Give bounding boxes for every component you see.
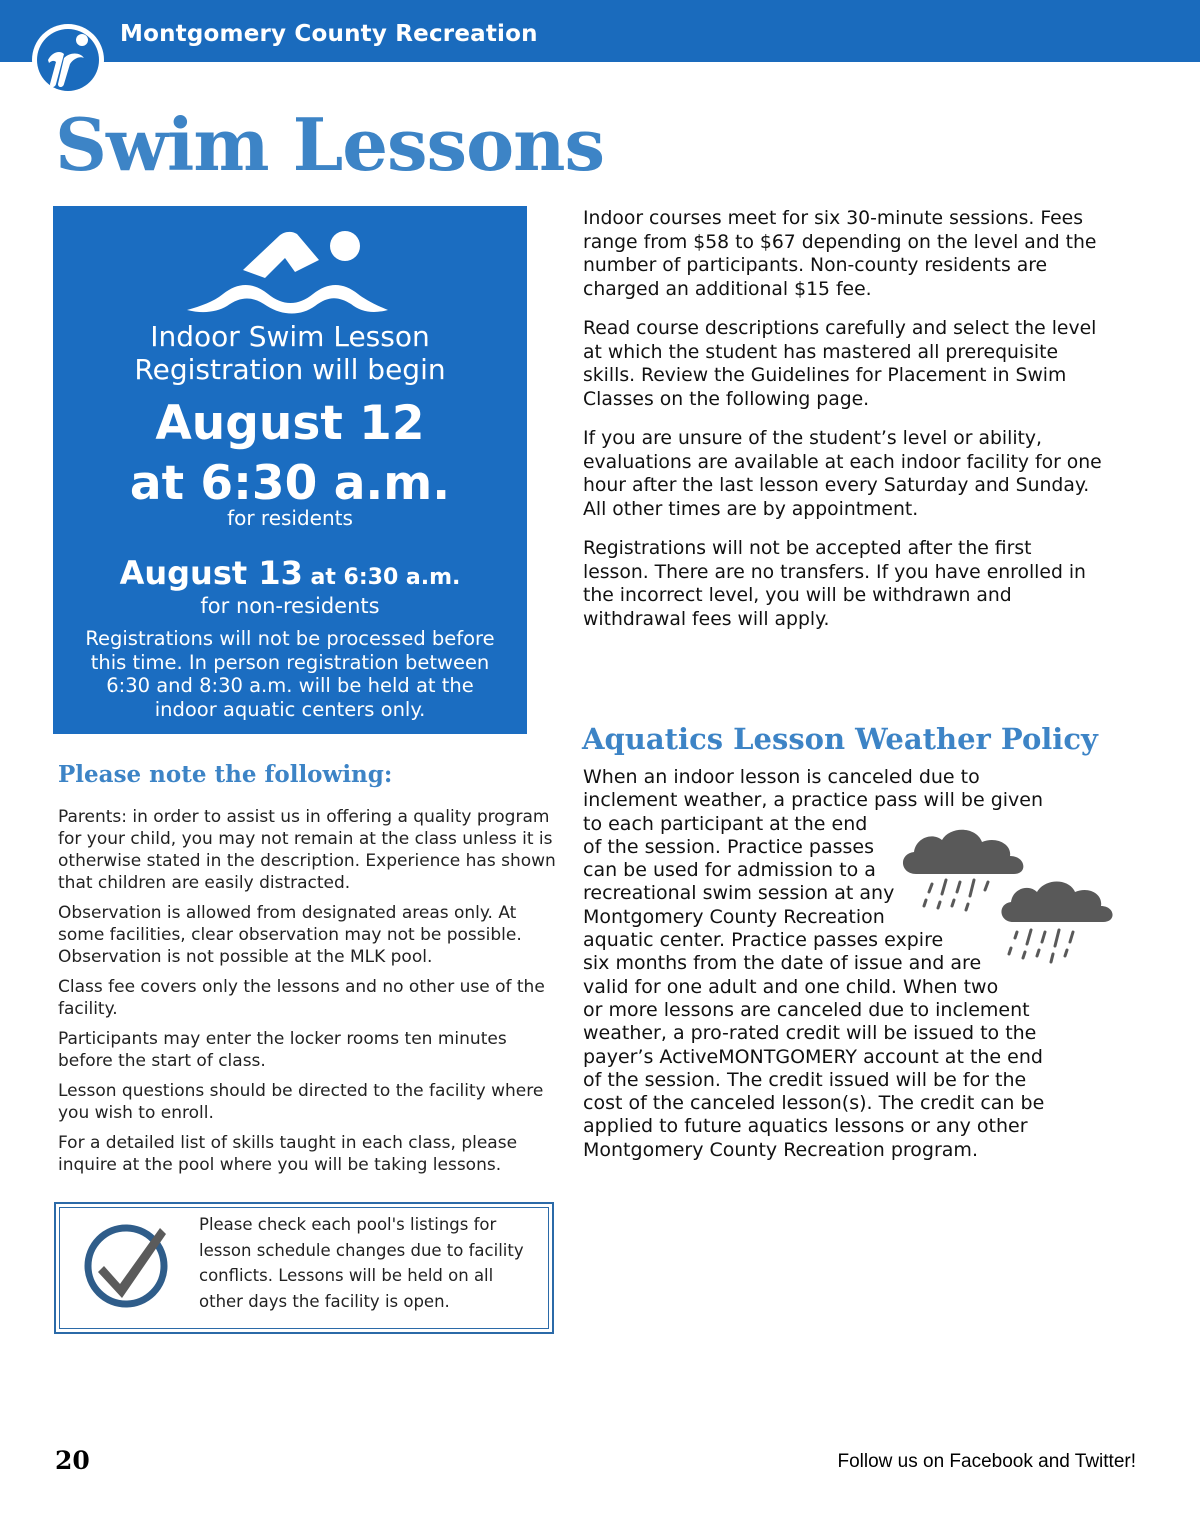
residents-date-line-1: August 12	[155, 396, 425, 451]
notes-heading: Please note the following:	[58, 761, 393, 788]
nonresidents-date	[53, 554, 527, 592]
note-item: Observation is allowed from designated areas only. At some facilities, clear observation may not be possible. Observation is not possible at the MLK pool.	[58, 903, 522, 967]
weather-line: can be used for admission to a	[583, 859, 876, 882]
weather-line: or more lessons are canceled due to inclement	[583, 998, 1030, 1021]
swimmer-icon	[183, 224, 393, 316]
rain-cloud-icon	[995, 876, 1117, 970]
weather-line: weather, a pro-rated credit will be issued to the	[583, 1022, 1037, 1045]
intro-line-2: Registration will begin	[134, 353, 446, 386]
note-item: Lesson questions should be directed to the facility where you wish to enroll.	[58, 1081, 544, 1123]
note-item: For a detailed list of skills taught in each class, please inquire at the pool where you will be taking lessons.	[58, 1133, 518, 1175]
weather-line: Montgomery County Recreation	[583, 905, 885, 928]
residents-date	[53, 394, 527, 514]
page-number: 20	[55, 1446, 90, 1475]
registration-note: Registrations will not be processed before this time. In person registration between 6:30 and 8:30 a.m. will be held at the indoor aquatic centers only.	[85, 627, 495, 721]
notes-list	[58, 806, 558, 1184]
intro-line-1: Indoor Swim Lesson	[150, 320, 430, 353]
nonresidents-label: for non-residents	[200, 594, 380, 618]
registration-promo-box	[53, 206, 527, 734]
header-bar	[0, 0, 1200, 62]
weather-line: to each participant at the end	[583, 812, 868, 835]
info-paragraph: Read course descriptions carefully and select the level at which the student has mastered all prerequisite skills. Review the Guidelines for Placement in Swim Classes on the following page.	[583, 318, 1097, 410]
weather-line: valid for one adult and one child. When two	[583, 975, 999, 998]
weather-line: Montgomery County Recreation program.	[583, 1138, 978, 1161]
info-paragraph: Registrations will not be accepted after the first lesson. There are no transfers. If you have enrolled in the incorrect level, you will be withdrawn and withdrawal fees will apply.	[583, 538, 1086, 630]
weather-line: payer’s ActiveMONTGOMERY account at the end	[583, 1045, 1043, 1068]
weather-line: of the session. Practice passes	[583, 835, 875, 858]
checkmark-icon	[82, 1218, 174, 1310]
note-item: Participants may enter the locker rooms ten minutes before the start of class.	[58, 1029, 507, 1071]
social-footer: Follow us on Facebook and Twitter!	[837, 1451, 1136, 1472]
weather-line: inclement weather, a practice pass will be given	[583, 789, 1044, 812]
registration-intro	[53, 320, 527, 386]
weather-line: six months from the date of issue and are	[583, 952, 982, 975]
note-item: Class fee covers only the lessons and no other use of the facility.	[58, 977, 545, 1019]
note-item: Parents: in order to assist us in offering a quality program for your child, you may not remain at the class unless it is otherwise stated in the description. Experience has shown that children are easily distracted.	[58, 807, 556, 893]
info-column	[583, 207, 1103, 647]
weather-line: When an indoor lesson is canceled due to	[583, 766, 980, 788]
org-name: Montgomery County Recreation	[120, 21, 538, 47]
nonresidents-time: at 6:30 a.m.	[302, 565, 461, 590]
nonresidents-date-text: August 13	[119, 554, 303, 592]
page-title: Swim Lessons	[55, 102, 604, 187]
weather-line: of the session. The credit issued will be for the	[583, 1068, 1027, 1091]
schedule-callout	[54, 1202, 554, 1334]
weather-heading: Aquatics Lesson Weather Policy	[582, 722, 1098, 756]
callout-text: Please check each pool's listings for lesson schedule changes due to facility conflicts. Lessons will be held on all other days the facility is open.	[199, 1215, 524, 1311]
info-paragraph: If you are unsure of the student’s level or ability, evaluations are available at each indoor facility for one hour after the last lesson every Saturday and Sunday. All other times are by appointment.	[583, 428, 1102, 520]
weather-line: applied to future aquatics lessons or any other	[583, 1115, 1028, 1138]
weather-line: cost of the canceled lesson(s). The credit can be	[583, 1092, 1045, 1115]
rec-logo-icon	[30, 18, 106, 102]
weather-line: recreational swim session at any	[583, 882, 895, 905]
residents-label: for residents	[227, 506, 353, 530]
weather-line: aquatic center. Practice passes expire	[583, 929, 944, 952]
info-paragraph: Indoor courses meet for six 30-minute sessions. Fees range from $58 to $67 depending on the level and the number of participants. Non-county residents are charged an additional $15 fee.	[583, 208, 1097, 300]
residents-date-line-2: at 6:30 a.m.	[129, 456, 451, 511]
